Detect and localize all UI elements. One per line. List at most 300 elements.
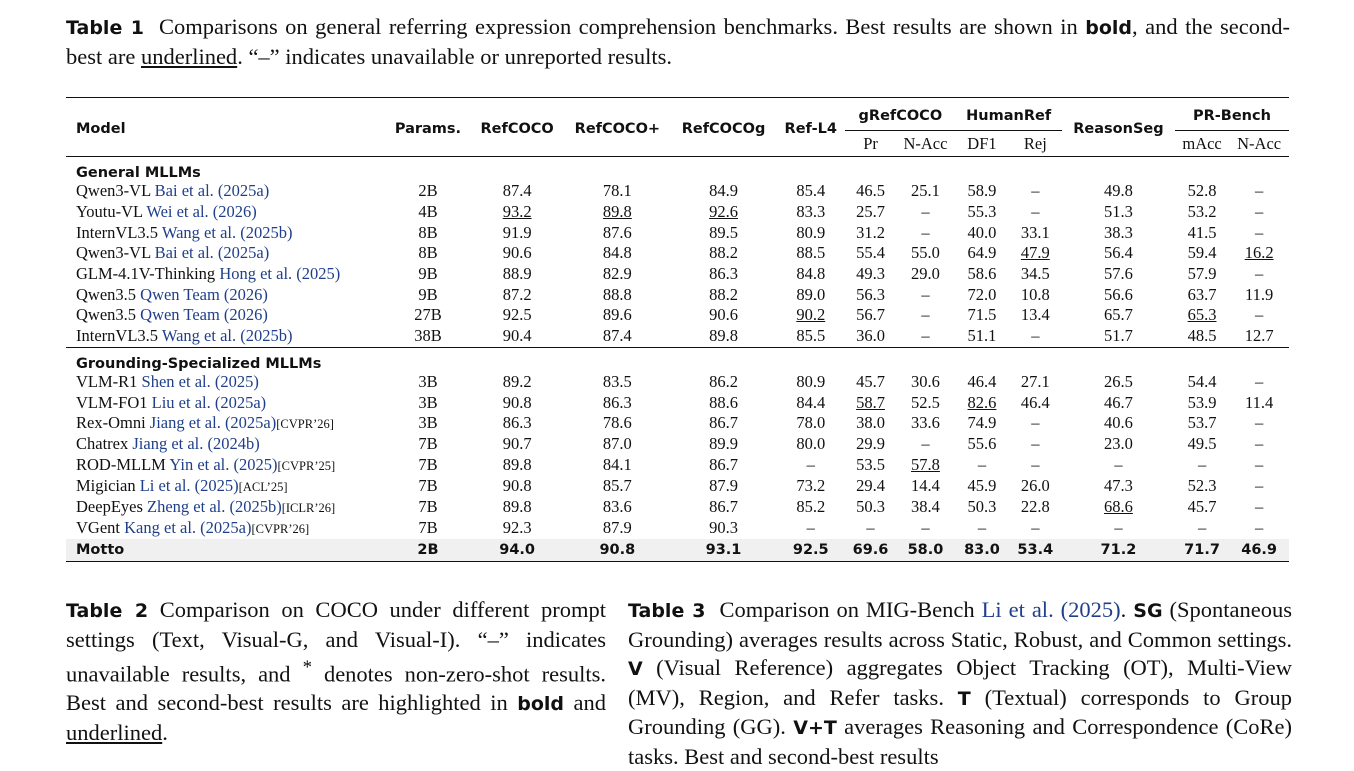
- value-cell: 90.7: [502, 434, 532, 454]
- value-cell: 90.3: [709, 518, 738, 538]
- value-cell: 16.2: [1244, 243, 1274, 263]
- value-cell: 51.3: [1104, 202, 1133, 222]
- value-cell: 33.6: [911, 413, 940, 433]
- model-name: Rex-Omni: [76, 412, 146, 432]
- model-name: InternVL3.5: [76, 222, 159, 242]
- motto-value-cell: 90.8: [564, 539, 671, 562]
- table3-text4: (Visual Reference) aggregates Object Tracking (OT), Multi-View (MV), Region, and Refer tasks.: [628, 655, 1292, 710]
- table-row: [66, 181, 1289, 202]
- value-cell: 50.3: [967, 497, 997, 517]
- model-citation[interactable]: Qwen Team (2026): [140, 305, 268, 325]
- value-cell: 89.5: [709, 222, 738, 242]
- value-cell: 88.9: [502, 264, 532, 284]
- value-cell: 45.7: [856, 371, 885, 391]
- table-row: [66, 305, 1289, 326]
- value-cell: –: [1114, 518, 1123, 538]
- col-params: Params.: [394, 121, 462, 137]
- value-cell: 40.0: [967, 222, 997, 242]
- value-cell: –: [921, 305, 930, 325]
- value-cell: 53.7: [1187, 413, 1217, 433]
- value-cell: 59.4: [1187, 243, 1217, 263]
- table2-label: Table 2: [66, 600, 149, 622]
- model-venue: [CVPR’26]: [276, 416, 334, 431]
- value-cell: 86.3: [602, 392, 632, 412]
- model-cell: [66, 222, 385, 243]
- value-cell: 2B: [418, 181, 438, 201]
- model-citation[interactable]: Zheng et al. (2025b): [147, 496, 282, 516]
- model-citation[interactable]: Qwen Team (2026): [140, 284, 268, 304]
- value-cell: 82.9: [602, 264, 632, 284]
- value-cell: 87.9: [602, 518, 632, 538]
- model-name: ROD-MLLM: [76, 454, 166, 474]
- col-nacc: N-Acc: [903, 133, 948, 153]
- value-cell: 90.8: [502, 392, 532, 412]
- table-row: [66, 455, 1289, 476]
- value-cell: 27B: [414, 305, 442, 325]
- value-cell: 89.6: [602, 305, 632, 325]
- value-cell: 89.0: [796, 284, 826, 304]
- value-cell: 34.5: [1020, 264, 1050, 284]
- value-cell: 13.4: [1020, 305, 1050, 325]
- motto-name: Motto: [66, 539, 385, 562]
- value-cell: 55.6: [967, 434, 997, 454]
- model-citation[interactable]: Jiang et al. (2024b): [132, 434, 260, 454]
- section-general: General MLLMs: [76, 165, 201, 181]
- model-cell: [66, 434, 385, 455]
- table-row: [66, 326, 1289, 347]
- value-cell: –: [977, 455, 987, 475]
- table3-cite[interactable]: Li et al. (2025): [981, 597, 1121, 622]
- col-macc: mAcc: [1182, 133, 1222, 153]
- value-cell: 47.9: [1020, 243, 1050, 263]
- model-name: InternVL3.5: [76, 326, 159, 346]
- value-cell: –: [1255, 476, 1264, 496]
- value-cell: 56.6: [1104, 284, 1133, 304]
- table3-label: Table 3: [628, 600, 706, 622]
- motto-value-cell: 71.7: [1175, 539, 1229, 562]
- col-df1: DF1: [967, 133, 997, 153]
- value-cell: 11.4: [1245, 392, 1274, 412]
- value-cell: 57.6: [1104, 264, 1133, 284]
- value-cell: 88.5: [796, 243, 826, 263]
- value-cell: 47.3: [1104, 476, 1133, 496]
- table-row: [66, 372, 1289, 393]
- value-cell: 90.6: [502, 243, 532, 263]
- value-cell: –: [921, 434, 930, 454]
- value-cell: 56.4: [1104, 243, 1133, 263]
- value-cell: 53.9: [1187, 392, 1217, 412]
- model-name: DeepEyes: [76, 496, 143, 516]
- value-cell: 22.8: [1020, 497, 1050, 517]
- model-citation[interactable]: Hong et al. (2025): [219, 264, 341, 284]
- value-cell: 7B: [418, 434, 438, 454]
- model-cell: [66, 305, 385, 326]
- model-cell: [66, 497, 385, 518]
- motto-value-cell: 53.4: [1009, 539, 1062, 562]
- value-cell: 84.1: [602, 455, 632, 475]
- value-cell: 92.5: [502, 305, 532, 325]
- model-citation[interactable]: Bai et al. (2025a): [154, 243, 270, 263]
- model-cell: [66, 326, 385, 347]
- col-grefcoco: gRefCOCO: [845, 98, 955, 131]
- value-cell: 10.8: [1020, 284, 1050, 304]
- model-citation[interactable]: Jiang et al. (2025a): [149, 412, 277, 432]
- table1-caption-post: . “–” indicates unavailable or unreported results.: [237, 43, 673, 69]
- value-cell: 87.4: [602, 326, 632, 346]
- value-cell: 83.3: [796, 202, 826, 222]
- value-cell: 78.6: [602, 413, 632, 433]
- value-cell: 27.1: [1020, 371, 1050, 391]
- section-grounding: Grounding-Specialized MLLMs: [76, 355, 322, 372]
- value-cell: –: [1255, 434, 1264, 454]
- col-refcocop: RefCOCO+: [574, 121, 661, 137]
- model-citation[interactable]: Kang et al. (2025a): [124, 517, 252, 537]
- table2-underlined: underlined: [66, 719, 163, 745]
- table1-caption-pre: Comparisons on general referring expression comprehension benchmarks. Best results are shown in: [158, 14, 1086, 39]
- value-cell: 53.2: [1187, 202, 1217, 222]
- value-cell: 38B: [414, 326, 442, 346]
- value-cell: 9B: [418, 264, 438, 284]
- model-citation[interactable]: Shen et al. (2025): [141, 371, 259, 391]
- value-cell: 49.8: [1104, 181, 1133, 201]
- table3-caption: [628, 596, 1292, 771]
- value-cell: 45.7: [1187, 497, 1217, 517]
- col-humanref: HumanRef: [955, 98, 1062, 131]
- value-cell: –: [1031, 181, 1040, 201]
- value-cell: 87.2: [502, 284, 532, 304]
- table2-bold: bold: [517, 693, 565, 715]
- value-cell: 50.3: [856, 497, 885, 517]
- model-citation[interactable]: Yin et al. (2025): [169, 454, 278, 474]
- model-citation[interactable]: Bai et al. (2025a): [154, 181, 270, 201]
- table-row: [66, 434, 1289, 455]
- model-cell: [66, 413, 385, 434]
- table-row: [66, 222, 1289, 243]
- value-cell: 89.8: [502, 455, 532, 475]
- value-cell: 83.5: [602, 371, 632, 391]
- value-cell: 56.3: [856, 284, 885, 304]
- value-cell: 36.0: [856, 326, 885, 346]
- col-nacc2: N-Acc: [1237, 133, 1282, 153]
- value-cell: –: [806, 518, 815, 538]
- table-row: [66, 518, 1289, 539]
- value-cell: 52.8: [1187, 181, 1217, 201]
- value-cell: 54.4: [1187, 371, 1217, 391]
- table-row: [66, 202, 1289, 223]
- value-cell: –: [866, 518, 875, 538]
- value-cell: 46.7: [1104, 392, 1133, 412]
- table3-text5: (Textual) corresponds to Group Grounding (GG).: [628, 684, 1292, 739]
- value-cell: 86.7: [709, 497, 738, 517]
- table1-caption-bold: bold: [1085, 17, 1133, 39]
- model-cell: [66, 202, 385, 223]
- model-name: Qwen3.5: [76, 305, 137, 325]
- model-cell: [66, 455, 385, 476]
- value-cell: 90.8: [502, 476, 532, 496]
- value-cell: 51.7: [1104, 326, 1133, 346]
- value-cell: 89.9: [709, 434, 738, 454]
- value-cell: 63.7: [1187, 284, 1217, 304]
- value-cell: 71.5: [967, 305, 997, 325]
- value-cell: 57.9: [1187, 264, 1217, 284]
- value-cell: –: [1255, 222, 1264, 242]
- value-cell: –: [977, 518, 987, 538]
- table2-text1: Comparison on COCO under different prompt settings (Text, Visual-G, and Visual-I). “–” indicates unavailable results, and: [66, 597, 607, 687]
- table3-text6: averages Reasoning and Correspondence (CoRe) tasks. Best and second-best results: [628, 714, 1292, 769]
- value-cell: 73.2: [796, 476, 826, 496]
- value-cell: –: [1255, 455, 1264, 475]
- value-cell: 7B: [418, 476, 438, 496]
- value-cell: 87.0: [602, 434, 632, 454]
- model-citation[interactable]: Liu et al. (2025a): [151, 392, 267, 412]
- value-cell: 87.9: [709, 476, 738, 496]
- model-name: Migician: [76, 475, 136, 495]
- table1: [66, 97, 1289, 562]
- value-cell: 3B: [418, 371, 438, 391]
- value-cell: –: [1255, 202, 1264, 222]
- table3-v: V: [628, 658, 643, 680]
- motto-value-cell: 46.9: [1229, 539, 1289, 562]
- value-cell: 80.0: [796, 434, 826, 454]
- value-cell: 58.9: [967, 181, 997, 201]
- value-cell: 86.3: [502, 413, 532, 433]
- model-cell: [66, 264, 385, 285]
- value-cell: 55.4: [856, 243, 885, 263]
- model-name: VLM-FO1: [76, 392, 148, 412]
- value-cell: 92.6: [709, 202, 738, 222]
- model-name: Youtu-VL: [76, 202, 143, 222]
- model-cell: [66, 372, 385, 393]
- col-pr: Pr: [863, 133, 878, 153]
- value-cell: –: [1255, 371, 1264, 391]
- value-cell: 74.9: [967, 413, 997, 433]
- value-cell: 84.8: [796, 264, 826, 284]
- value-cell: –: [1255, 181, 1264, 201]
- value-cell: 31.2: [856, 222, 885, 242]
- value-cell: 38.4: [911, 497, 940, 517]
- table1-caption-mid: , and the second-best are: [66, 14, 1290, 69]
- value-cell: 53.5: [856, 455, 885, 475]
- value-cell: –: [806, 455, 815, 475]
- table-row: [66, 264, 1289, 285]
- value-cell: 7B: [418, 455, 438, 475]
- value-cell: 55.3: [967, 202, 997, 222]
- value-cell: 51.1: [967, 326, 997, 346]
- table2-star: *: [302, 657, 312, 678]
- value-cell: –: [1255, 497, 1264, 517]
- value-cell: 85.2: [796, 497, 826, 517]
- value-cell: 86.3: [709, 264, 738, 284]
- model-name: Chatrex: [76, 434, 129, 454]
- value-cell: 64.9: [967, 243, 997, 263]
- value-cell: 49.3: [856, 264, 885, 284]
- model-name: VLM-R1: [76, 371, 138, 391]
- table-row: [66, 413, 1289, 434]
- value-cell: –: [921, 326, 930, 346]
- model-venue: [CVPR’26]: [251, 521, 310, 536]
- motto-value-cell: 71.2: [1062, 539, 1175, 562]
- value-cell: 38.3: [1104, 222, 1133, 242]
- value-cell: 7B: [418, 518, 438, 538]
- value-cell: –: [1255, 264, 1264, 284]
- col-prbench: PR-Bench: [1175, 98, 1289, 131]
- value-cell: 84.4: [796, 392, 826, 412]
- table-row: [66, 497, 1289, 518]
- table2-text2: denotes non-zero-shot results. Best and second-best results are highlighted in: [66, 661, 606, 715]
- table3-vt: V+T: [793, 717, 837, 739]
- value-cell: 58.7: [856, 392, 885, 412]
- model-cell: [66, 392, 385, 413]
- value-cell: –: [1031, 202, 1040, 222]
- value-cell: 52.3: [1187, 476, 1217, 496]
- value-cell: 30.6: [911, 371, 940, 391]
- value-cell: –: [921, 518, 930, 538]
- value-cell: 89.2: [502, 371, 532, 391]
- model-citation[interactable]: Wang et al. (2025b): [161, 326, 293, 346]
- col-refl4: Ref-L4: [784, 121, 837, 137]
- value-cell: 29.0: [911, 264, 940, 284]
- value-cell: –: [921, 284, 930, 304]
- col-rej: Rej: [1023, 133, 1047, 153]
- value-cell: 25.1: [911, 181, 940, 201]
- value-cell: 4B: [418, 202, 438, 222]
- value-cell: –: [921, 202, 930, 222]
- motto-row: [66, 539, 1289, 562]
- value-cell: –: [1197, 455, 1207, 475]
- value-cell: –: [1031, 434, 1040, 454]
- model-citation[interactable]: Li et al. (2025): [139, 475, 239, 495]
- table-row: [66, 243, 1289, 264]
- model-name: VGent: [76, 517, 120, 537]
- table-row: [66, 284, 1289, 305]
- value-cell: 89.8: [502, 497, 532, 517]
- value-cell: 46.4: [967, 371, 997, 391]
- value-cell: 41.5: [1187, 222, 1217, 242]
- table2-and: and: [564, 690, 606, 715]
- value-cell: 90.2: [796, 305, 826, 325]
- value-cell: 46.4: [1020, 392, 1050, 412]
- table1-caption-underlined: underlined: [140, 43, 238, 69]
- value-cell: 78.1: [602, 181, 632, 201]
- col-refcoco: RefCOCO: [480, 121, 554, 137]
- value-cell: 12.7: [1244, 326, 1274, 346]
- motto-value-cell: 2B: [385, 539, 470, 562]
- model-name: Qwen3-VL: [76, 243, 151, 263]
- value-cell: 3B: [418, 413, 438, 433]
- value-cell: 88.8: [602, 284, 632, 304]
- value-cell: 86.7: [709, 413, 738, 433]
- value-cell: 91.9: [502, 222, 532, 242]
- value-cell: 26.5: [1104, 371, 1133, 391]
- value-cell: –: [1255, 305, 1264, 325]
- value-cell: –: [1031, 518, 1040, 538]
- value-cell: 56.7: [856, 305, 885, 325]
- col-refcocog: RefCOCOg: [681, 121, 766, 137]
- value-cell: 86.2: [709, 371, 738, 391]
- value-cell: 82.6: [967, 392, 997, 412]
- value-cell: 88.6: [709, 392, 738, 412]
- value-cell: 80.9: [796, 222, 826, 242]
- value-cell: 90.6: [709, 305, 738, 325]
- value-cell: 89.8: [602, 202, 632, 222]
- value-cell: 29.4: [856, 476, 885, 496]
- value-cell: 7B: [418, 497, 438, 517]
- table-row: [66, 476, 1289, 497]
- value-cell: 72.0: [967, 284, 997, 304]
- col-reasonseg: ReasonSeg: [1073, 121, 1164, 137]
- value-cell: 9B: [418, 284, 438, 304]
- table3-text2: .: [1120, 597, 1134, 622]
- col-model: Model: [76, 121, 126, 137]
- table3-text1: Comparison on MIG-Bench: [719, 597, 982, 622]
- value-cell: 52.5: [911, 392, 940, 412]
- value-cell: 68.6: [1104, 497, 1133, 517]
- motto-value-cell: 69.6: [845, 539, 895, 562]
- model-name: Qwen3-VL: [76, 181, 151, 201]
- model-venue: [ICLR’26]: [281, 500, 336, 515]
- value-cell: 29.9: [856, 434, 885, 454]
- value-cell: –: [1031, 455, 1040, 475]
- value-cell: 23.0: [1104, 434, 1133, 454]
- value-cell: –: [1255, 413, 1264, 433]
- value-cell: 33.1: [1020, 222, 1050, 242]
- value-cell: 78.0: [796, 413, 826, 433]
- value-cell: 84.9: [709, 181, 738, 201]
- motto-value-cell: 58.0: [896, 539, 956, 562]
- table1-label: Table 1: [66, 17, 145, 39]
- value-cell: 92.3: [502, 518, 532, 538]
- value-cell: 45.9: [967, 476, 997, 496]
- value-cell: 85.4: [796, 181, 826, 201]
- table2-caption: [66, 596, 606, 747]
- motto-value-cell: 94.0: [471, 539, 564, 562]
- table3-t: T: [957, 687, 971, 710]
- model-citation[interactable]: Wei et al. (2026): [146, 202, 257, 222]
- value-cell: 3B: [418, 392, 438, 412]
- model-cell: [66, 181, 385, 202]
- model-cell: [66, 518, 385, 539]
- motto-value-cell: 83.0: [955, 539, 1008, 562]
- value-cell: –: [1031, 326, 1040, 346]
- value-cell: –: [1114, 455, 1123, 475]
- model-cell: [66, 243, 385, 264]
- value-cell: 87.6: [602, 222, 632, 242]
- value-cell: 80.9: [796, 371, 826, 391]
- table2-end: .: [162, 719, 168, 745]
- value-cell: 90.4: [502, 326, 532, 346]
- model-name: Qwen3.5: [76, 284, 137, 304]
- value-cell: 49.5: [1187, 434, 1217, 454]
- value-cell: –: [1031, 413, 1040, 433]
- value-cell: 25.7: [856, 202, 885, 222]
- value-cell: –: [1255, 518, 1264, 538]
- value-cell: 89.8: [709, 326, 738, 346]
- model-venue: [CVPR’25]: [277, 458, 336, 473]
- value-cell: 26.0: [1020, 476, 1050, 496]
- model-cell: [66, 476, 385, 497]
- table1-caption: [66, 13, 1290, 71]
- motto-value-cell: 92.5: [776, 539, 845, 562]
- table-row: [66, 392, 1289, 413]
- model-citation[interactable]: Wang et al. (2025b): [161, 222, 293, 242]
- value-cell: 11.9: [1245, 284, 1274, 304]
- value-cell: 93.2: [502, 202, 532, 222]
- table3-sg: SG: [1133, 600, 1163, 622]
- value-cell: 40.6: [1104, 413, 1133, 433]
- value-cell: 88.2: [709, 284, 738, 304]
- table3-text3: (Spontaneous Grounding) averages results across Static, Robust, and Common settings.: [628, 597, 1293, 652]
- value-cell: 84.8: [602, 243, 632, 263]
